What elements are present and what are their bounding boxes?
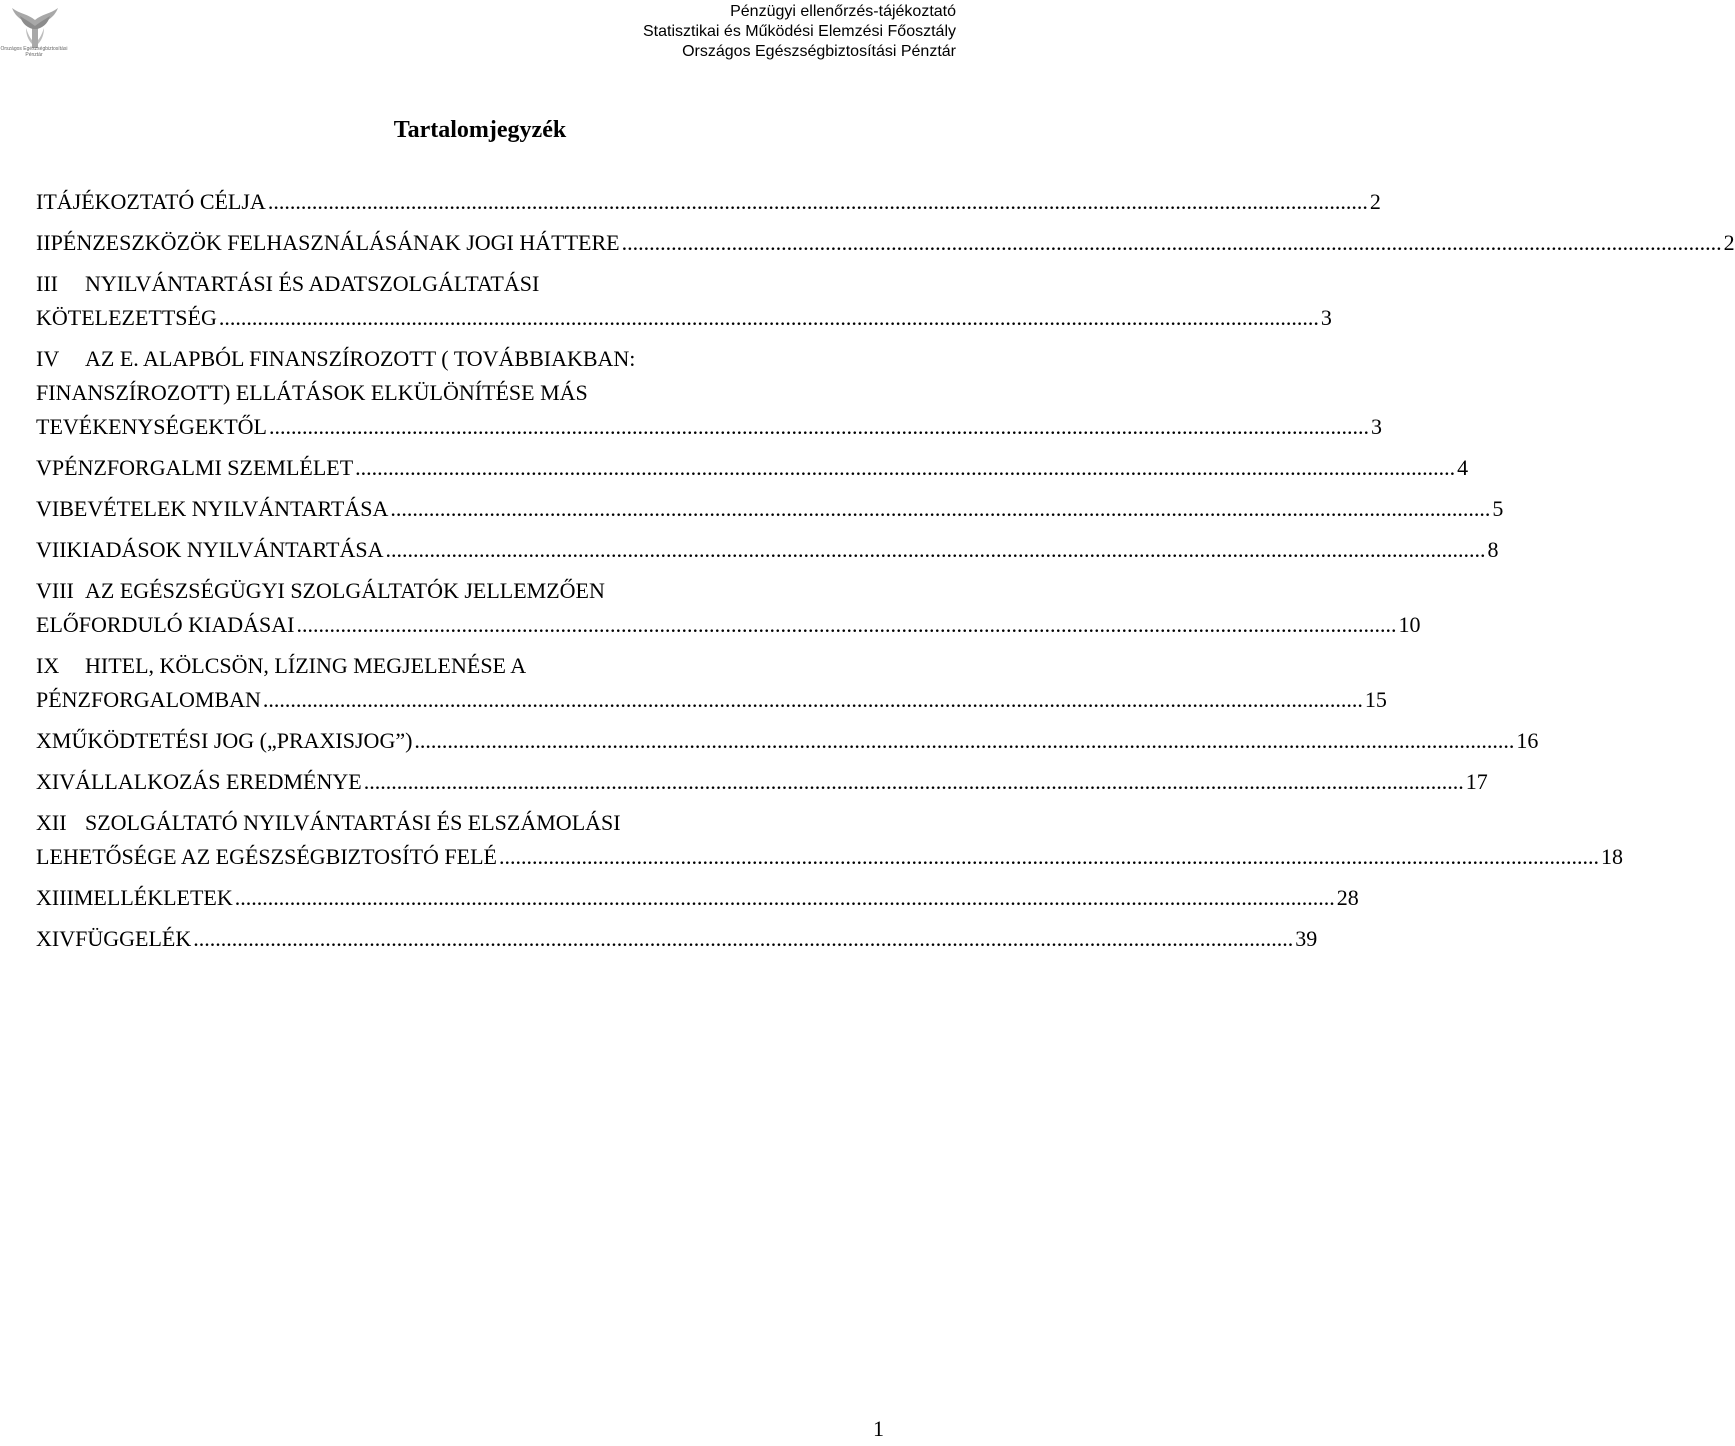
toc-entry[interactable] <box>36 645 1387 720</box>
toc-entry-page: 2 <box>1369 189 1381 214</box>
toc-entry[interactable] <box>36 222 1735 263</box>
toc-entry-title: VÁLLALKOZÁS EREDMÉNYE <box>59 769 362 794</box>
dot-leader: ........................................................................................................................................................................................................ <box>498 844 1599 869</box>
document-header <box>643 2 956 62</box>
toc-entry-title: KÖTELEZETTSÉG <box>36 305 217 330</box>
toc-entry-title: SZOLGÁLTATÓ NYILVÁNTARTÁSI ÉS ELSZÁMOLÁSI <box>85 810 621 835</box>
toc-entry-number: IV <box>36 346 60 371</box>
toc-entry[interactable] <box>36 488 1504 529</box>
toc-entry-title: TÁJÉKOZTATÓ CÉLJA <box>43 189 266 214</box>
toc-entry-page: 10 <box>1398 612 1421 637</box>
toc-entry-number: V <box>36 455 52 480</box>
toc-entry-page: 28 <box>1336 885 1359 910</box>
toc-entry[interactable] <box>36 761 1488 802</box>
header-line-1: Pénzügyi ellenőrzés-tájékoztató <box>730 3 956 20</box>
toc-entry-number: I <box>36 189 44 214</box>
toc-entry-title: TEVÉKENYSÉGEKTŐL <box>36 414 267 439</box>
toc-entry-title: FÜGGELÉK <box>75 926 192 951</box>
toc-entry[interactable] <box>36 877 1359 918</box>
toc-entry-title: MŰKÖDTETÉSI JOG („PRAXISJOG”) <box>51 728 413 753</box>
toc-entry[interactable] <box>36 802 1623 877</box>
toc-entry-title: ELŐFORDULÓ KIADÁSAI <box>36 612 295 637</box>
toc-entry-page: 8 <box>1487 537 1499 562</box>
toc-entry-number: XIV <box>36 926 76 951</box>
toc-entry-page: 3 <box>1370 414 1382 439</box>
dot-leader: ........................................................................................................................................................................................................ <box>385 537 1486 562</box>
toc-entry-page: 3 <box>1320 305 1332 330</box>
toc-entry-title: PÉNZESZKÖZÖK FELHASZNÁLÁSÁNAK JOGI HÁTTERE <box>50 230 620 255</box>
toc-entry-title: FINANSZÍROZOTT) ELLÁTÁSOK ELKÜLÖNÍTÉSE MÁS <box>36 380 588 405</box>
toc-entry-title: AZ E. ALAPBÓL FINANSZÍROZOTT ( TOVÁBBIAKBAN: <box>85 346 636 371</box>
toc-entry-number: XII <box>36 810 67 835</box>
toc-entry-page: 17 <box>1465 769 1488 794</box>
header-line-2: Statisztikai és Működési Elemzési Főosztály <box>643 23 956 40</box>
toc-entry-title: NYILVÁNTARTÁSI ÉS ADATSZOLGÁLTATÁSI <box>85 271 540 296</box>
toc-entry-page: 4 <box>1457 455 1469 480</box>
dot-leader: ........................................................................................................................................................................................................ <box>193 926 1294 951</box>
toc-entry-number: II <box>36 230 51 255</box>
toc-entry-title: MELLÉKLETEK <box>73 885 233 910</box>
header-line-3: Országos Egészségbiztosítási Pénztár <box>682 43 956 60</box>
toc-entry-number: VIII <box>36 578 74 603</box>
toc-entry-number: X <box>36 728 52 753</box>
toc-entry-title: KIADÁSOK NYILVÁNTARTÁSA <box>66 537 384 562</box>
toc-entry[interactable] <box>36 447 1469 488</box>
toc-entry[interactable] <box>36 529 1499 570</box>
table-of-contents <box>36 181 1735 959</box>
toc-entry[interactable] <box>36 720 1539 761</box>
toc-entry-number: III <box>36 271 58 296</box>
dot-leader: ........................................................................................................................................................................................................ <box>262 687 1363 712</box>
toc-title: Tartalomjegyzék <box>393 117 567 143</box>
toc-entry-title: HITEL, KÖLCSÖN, LÍZING MEGJELENÉSE A <box>85 653 527 678</box>
toc-entry-number: XIII <box>36 885 74 910</box>
toc-entry-number: XI <box>36 769 60 794</box>
toc-entry-page: 2 <box>1723 230 1735 255</box>
toc-entry-title: AZ EGÉSZSÉGÜGYI SZOLGÁLTATÓK JELLEMZŐEN <box>85 578 605 603</box>
toc-entry-number: VI <box>36 496 60 521</box>
toc-entry[interactable] <box>36 263 1332 338</box>
logo-emblem <box>2 4 68 52</box>
dot-leader: ........................................................................................................................................................................................................ <box>621 230 1722 255</box>
toc-entry[interactable] <box>36 338 1382 447</box>
toc-entry-number: VII <box>36 537 67 562</box>
toc-entry-page: 16 <box>1516 728 1539 753</box>
dot-leader: ........................................................................................................................................................................................................ <box>268 414 1369 439</box>
dot-leader: ........................................................................................................................................................................................................ <box>267 189 1368 214</box>
toc-entry-page: 18 <box>1600 844 1623 869</box>
toc-entry-page: 39 <box>1295 926 1318 951</box>
dot-leader: ........................................................................................................................................................................................................ <box>363 769 1464 794</box>
toc-entry[interactable] <box>36 570 1421 645</box>
toc-entry-title: PÉNZFORGALMI SZEMLÉLET <box>51 455 354 480</box>
dot-leader: ........................................................................................................................................................................................................ <box>218 305 1319 330</box>
logo-text: Országos Egészségbiztosítási Pénztár <box>0 46 68 58</box>
toc-entry[interactable] <box>36 918 1318 959</box>
toc-entry-number: IX <box>36 653 60 678</box>
toc-entry-title: LEHETŐSÉGE AZ EGÉSZSÉGBIZTOSÍTÓ FELÉ <box>36 844 497 869</box>
toc-entry-title: PÉNZFORGALOMBAN <box>36 687 261 712</box>
dot-leader: ........................................................................................................................................................................................................ <box>234 885 1335 910</box>
toc-entry-page: 15 <box>1364 687 1387 712</box>
dot-leader: ........................................................................................................................................................................................................ <box>296 612 1397 637</box>
dot-leader: ........................................................................................................................................................................................................ <box>390 496 1491 521</box>
page-number: 1 <box>873 1416 884 1441</box>
toc-entry-page: 5 <box>1492 496 1504 521</box>
dot-leader: ........................................................................................................................................................................................................ <box>414 728 1515 753</box>
toc-entry[interactable] <box>36 181 1381 222</box>
toc-entry-title: BEVÉTELEK NYILVÁNTARTÁSA <box>59 496 389 521</box>
dot-leader: ........................................................................................................................................................................................................ <box>355 455 1456 480</box>
